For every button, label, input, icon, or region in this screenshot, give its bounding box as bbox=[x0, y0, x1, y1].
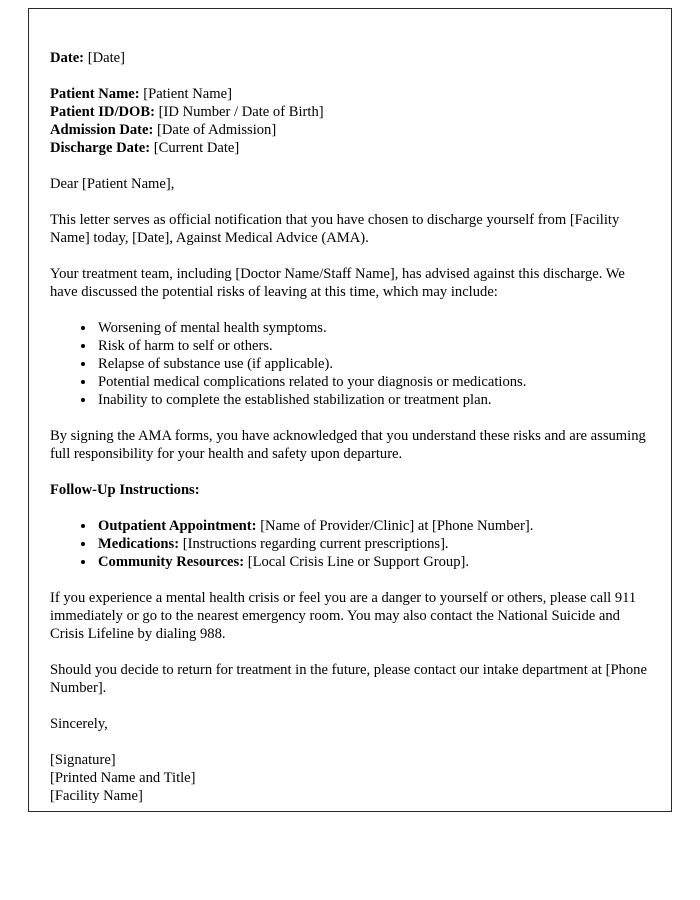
patient-name-label: Patient Name: bbox=[50, 86, 140, 102]
patient-id-dob-line bbox=[50, 103, 647, 121]
followup-medications-label: Medications: bbox=[98, 536, 180, 552]
followup-item-outpatient bbox=[96, 517, 647, 535]
risk-item: • Potential medical complications related to your diagnosis or medications. bbox=[96, 373, 647, 391]
admission-date-line bbox=[50, 121, 647, 139]
paragraph-acknowledgement: By signing the AMA forms, you have acknowledged that you understand these risks and are assuming full responsibility for your health and safety upon departure. bbox=[50, 428, 646, 462]
letter-page bbox=[28, 8, 672, 812]
discharge-date-line bbox=[50, 139, 647, 157]
discharge-date-value: [Current Date] bbox=[153, 140, 240, 156]
admission-date-label: Admission Date: bbox=[50, 122, 154, 138]
paragraph-return: Should you decide to return for treatment in the future, please contact our intake department at [Phone Number]. bbox=[50, 662, 647, 696]
paragraph-notification: This letter serves as official notification that you have chosen to discharge yourself from [Facility Name] today, [Date], Against Medical Advice (AMA). bbox=[50, 212, 620, 246]
admission-date-value: [Date of Admission] bbox=[157, 122, 277, 138]
followup-list bbox=[50, 517, 647, 571]
letter-content bbox=[29, 9, 671, 805]
followup-item-medications bbox=[96, 535, 647, 553]
risk-item: • Relapse of substance use (if applicable). bbox=[96, 355, 647, 373]
facility-name-line: [Facility Name] bbox=[50, 788, 143, 804]
followup-item-community bbox=[96, 553, 647, 571]
printed-name-line: [Printed Name and Title] bbox=[50, 770, 196, 786]
followup-community-value: [Local Crisis Line or Support Group]. bbox=[247, 554, 470, 570]
risk-list bbox=[50, 319, 647, 409]
salutation: Dear [Patient Name], bbox=[50, 176, 175, 192]
paragraph-crisis: If you experience a mental health crisis or feel you are a danger to yourself or others, please call 911 immediately or go to the nearest emergency room. You may also contact the National Suicide and Crisis Lifeline by dialing 988. bbox=[50, 590, 637, 642]
followup-outpatient-label: Outpatient Appointment: bbox=[98, 518, 257, 534]
date-label: Date: bbox=[50, 50, 85, 66]
signature-line: [Signature] bbox=[50, 752, 116, 768]
risk-item: • Worsening of mental health symptoms. bbox=[96, 319, 647, 337]
followup-community-label: Community Resources: bbox=[98, 554, 245, 570]
followup-outpatient-value: [Name of Provider/Clinic] at [Phone Number]. bbox=[260, 518, 534, 534]
date-line bbox=[50, 49, 647, 67]
paragraph-risks-intro: Your treatment team, including [Doctor Name/Staff Name], has advised against this discharge. We have discussed the potential risks of leaving at this time, which may include: bbox=[50, 266, 625, 300]
patient-name-value: [Patient Name] bbox=[143, 86, 232, 102]
patient-id-dob-value: [ID Number / Date of Birth] bbox=[158, 104, 324, 120]
patient-name-line bbox=[50, 85, 647, 103]
followup-medications-value: [Instructions regarding current prescriptions]. bbox=[182, 536, 449, 552]
signature-block bbox=[50, 751, 647, 805]
date-value: [Date] bbox=[87, 50, 125, 66]
followup-heading: Follow-Up Instructions: bbox=[50, 482, 200, 498]
risk-item: • Inability to complete the established stabilization or treatment plan. bbox=[96, 391, 647, 409]
discharge-date-label: Discharge Date: bbox=[50, 140, 151, 156]
patient-id-dob-label: Patient ID/DOB: bbox=[50, 104, 155, 120]
risk-item: • Risk of harm to self or others. bbox=[96, 337, 647, 355]
closing: Sincerely, bbox=[50, 716, 108, 732]
patient-info-block bbox=[50, 85, 647, 157]
